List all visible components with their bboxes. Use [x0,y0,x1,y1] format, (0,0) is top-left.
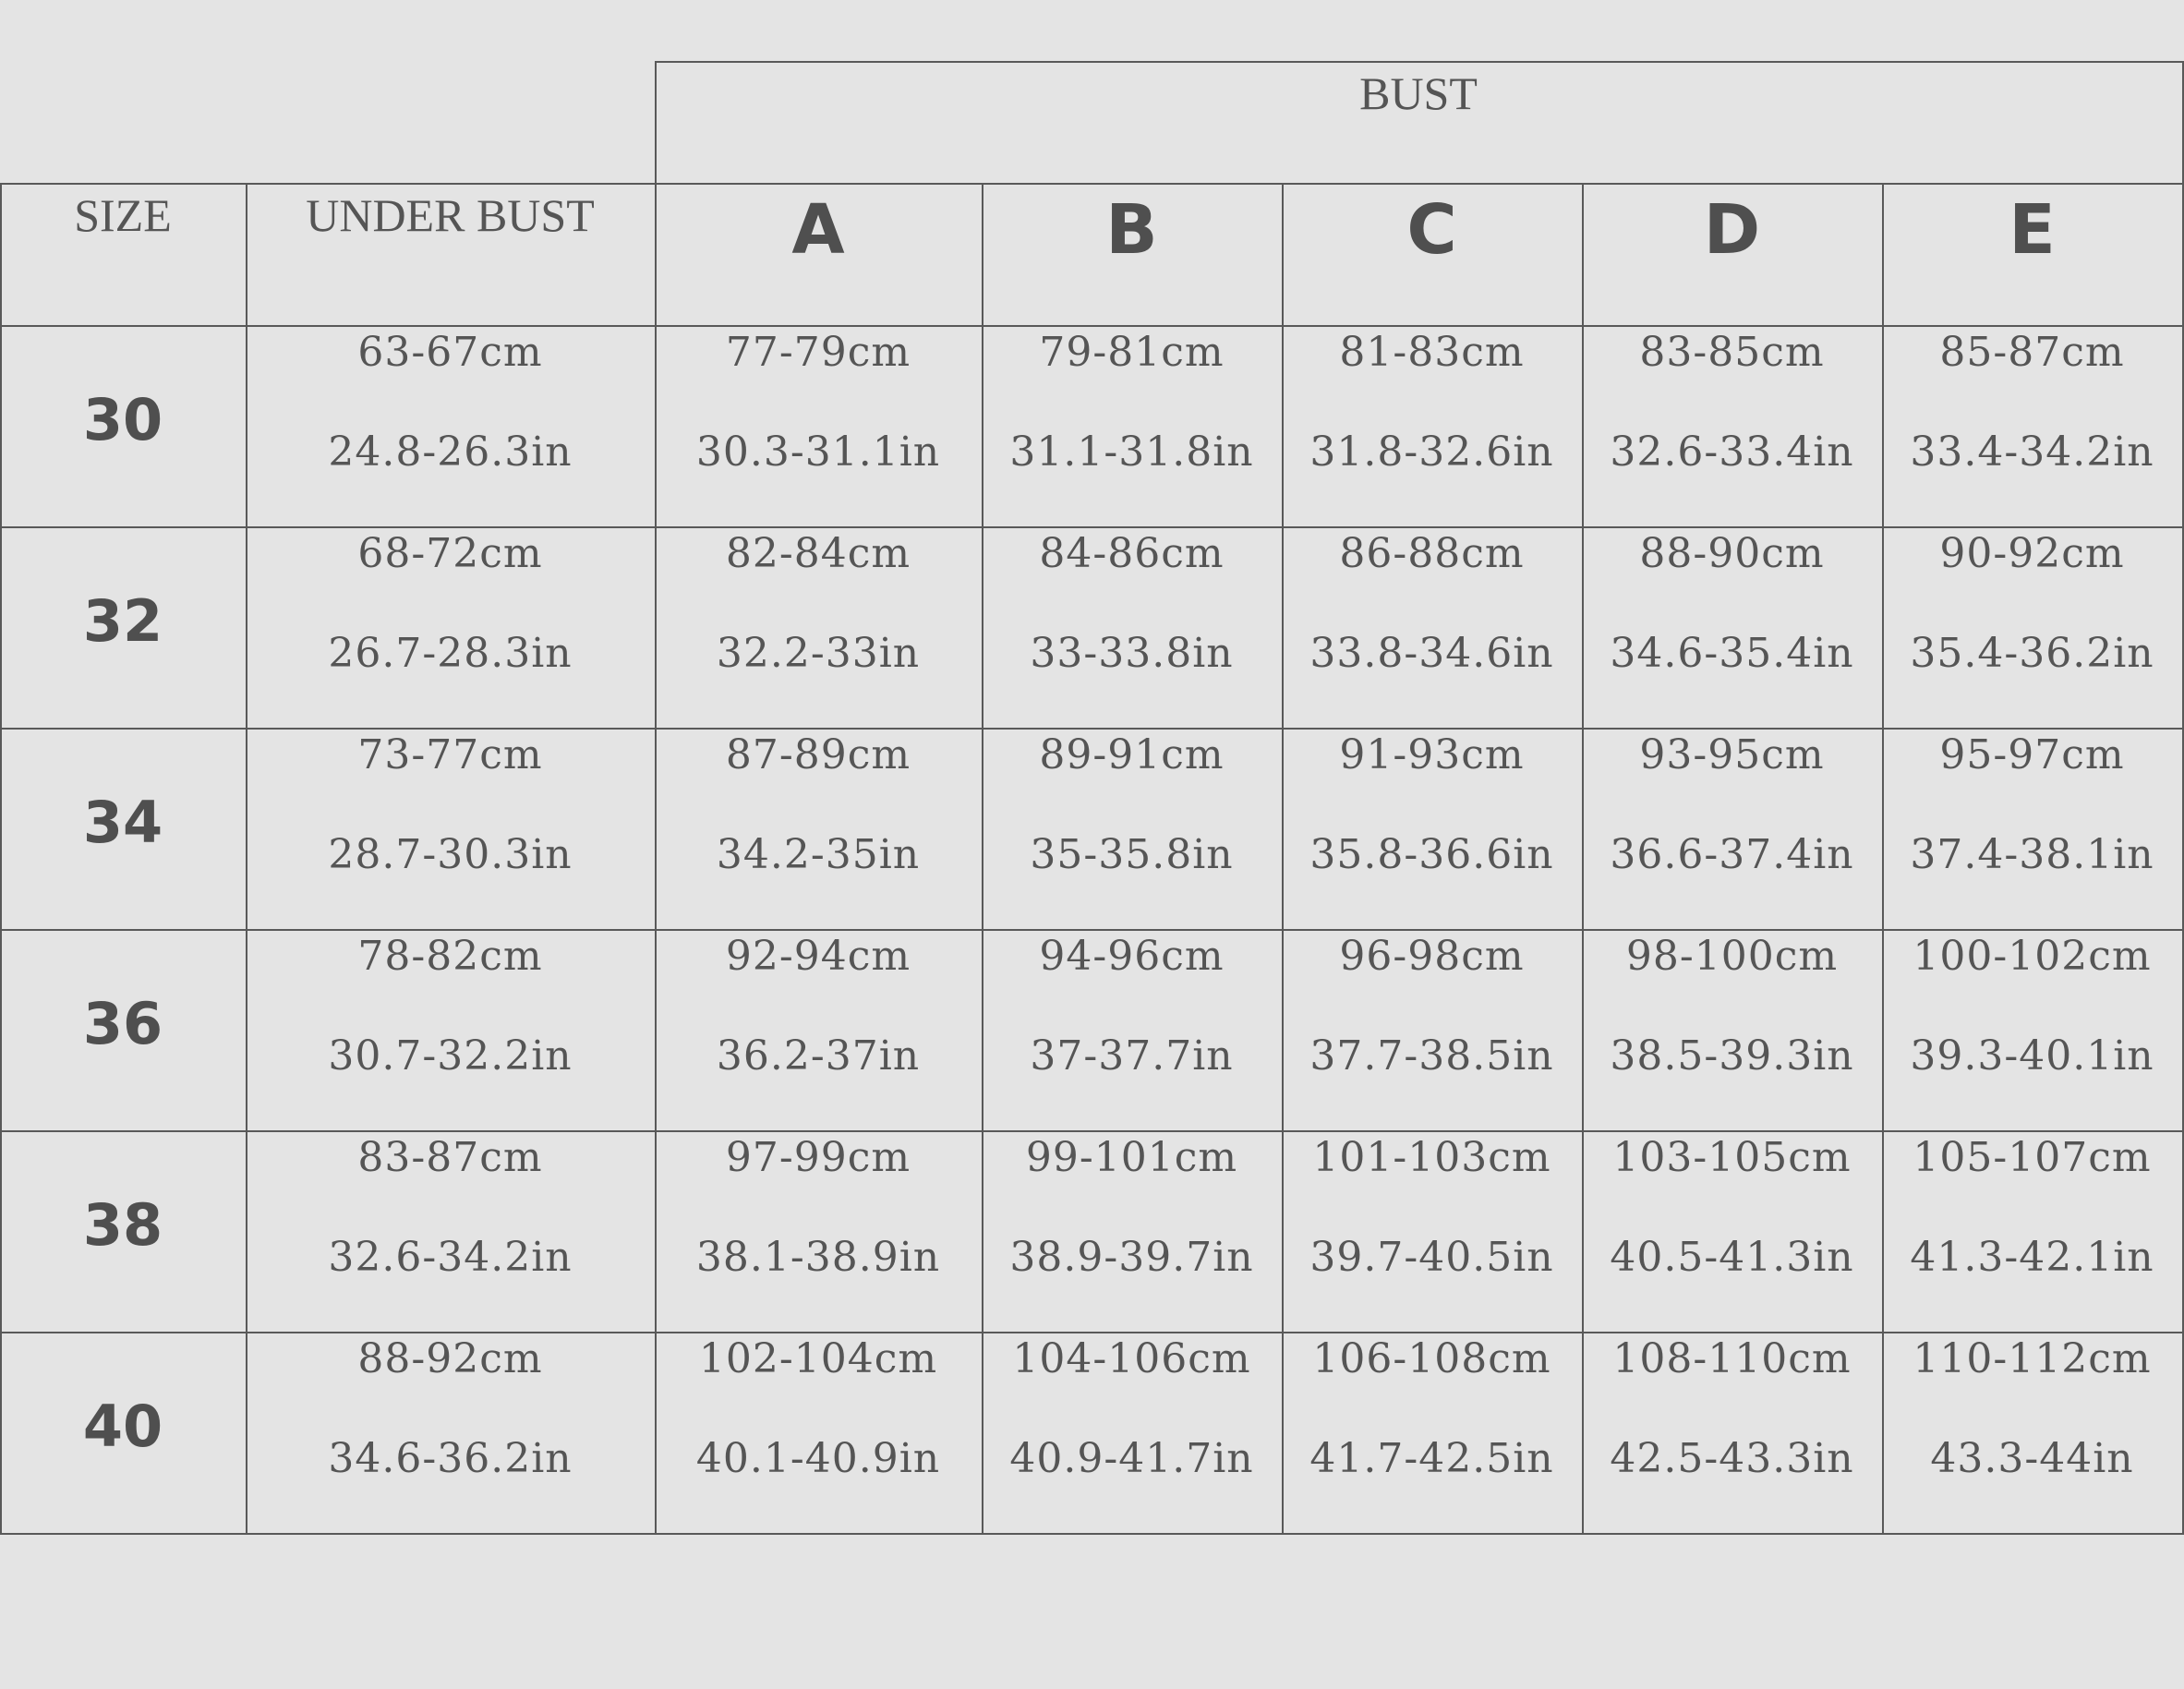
bust-c-cm: 106-108cm [1312,1335,1551,1382]
bust-b-cm: 99-101cm [1025,1134,1238,1181]
row-divider [0,526,2184,528]
bust-d-cm: 88-90cm [1639,530,1825,577]
bust-d-in: 38.5-39.3in [1610,1032,1854,1080]
header-top-border [0,183,2184,185]
bust-a-cm: 87-89cm [725,731,911,778]
bust-b-in: 38.9-39.7in [1009,1234,1254,1281]
row-divider [0,1332,2184,1333]
under-bust-cm: 73-77cm [357,731,543,778]
bust-e-cm: 90-92cm [1939,530,2125,577]
row-divider [0,728,2184,730]
bust-e-in: 41.3-42.1in [1910,1234,2154,1281]
bust-a-cm: 92-94cm [725,933,911,980]
bust-a-in: 36.2-37in [716,1032,921,1080]
bust-e-in: 37.4-38.1in [1910,831,2154,878]
bust-a-in: 30.3-31.1in [695,428,941,476]
bust-a-cm: 82-84cm [725,530,911,577]
bust-e-in: 39.3-40.1in [1910,1032,2154,1080]
bust-b-cm: 89-91cm [1039,731,1225,778]
bust-a-cm: 102-104cm [698,1335,938,1382]
bust-c-cm: 86-88cm [1339,530,1525,577]
under-bust-in: 28.7-30.3in [328,831,573,878]
under-bust-in: 34.6-36.2in [328,1435,573,1482]
bust-b-cm: 104-106cm [1012,1335,1251,1382]
bust-d-in: 34.6-35.4in [1610,630,1854,677]
under-bust-in: 30.7-32.2in [328,1032,573,1080]
band-size-30: 30 [82,386,163,453]
bust-e-cm: 95-97cm [1939,731,2125,778]
bust-b-in: 33-33.8in [1030,630,1234,677]
column-divider [655,61,657,1535]
size-heading: SIZE [74,189,172,241]
bust-c-in: 35.8-36.6in [1309,831,1554,878]
bust-e-cm: 105-107cm [1913,1134,2152,1181]
column-divider [0,183,2,1535]
under-bust-cm: 68-72cm [357,530,543,577]
cup-heading-c: C [1406,190,1457,270]
bust-a-in: 38.1-38.9in [695,1234,941,1281]
bust-d-in: 40.5-41.3in [1610,1234,1854,1281]
row-divider [0,1130,2184,1132]
band-size-34: 34 [82,789,163,856]
under-bust-cm: 83-87cm [357,1134,543,1181]
under-bust-in: 24.8-26.3in [328,428,573,476]
band-size-38: 38 [82,1191,163,1259]
bust-b-in: 35-35.8in [1030,831,1234,878]
bust-c-cm: 81-83cm [1339,329,1525,376]
bust-d-in: 32.6-33.4in [1610,428,1854,476]
bust-a-cm: 97-99cm [725,1134,911,1181]
bust-e-cm: 100-102cm [1913,933,2152,980]
under-bust-heading: UNDER BUST [306,189,595,241]
under-bust-in: 26.7-28.3in [328,630,573,677]
cup-heading-b: B [1105,190,1158,270]
bust-c-in: 41.7-42.5in [1309,1435,1554,1482]
bust-c-in: 31.8-32.6in [1309,428,1554,476]
bust-e-in: 43.3-44in [1930,1435,2134,1482]
bust-b-cm: 79-81cm [1039,329,1225,376]
cup-heading-d: D [1703,190,1761,270]
bust-e-in: 33.4-34.2in [1910,428,2154,476]
bust-c-in: 33.8-34.6in [1309,630,1554,677]
bust-e-in: 35.4-36.2in [1910,630,2154,677]
bust-e-cm: 85-87cm [1939,329,2125,376]
bust-b-in: 40.9-41.7in [1009,1435,1254,1482]
table-bottom-border [0,1533,2184,1535]
band-size-36: 36 [82,990,163,1057]
bust-d-in: 42.5-43.3in [1610,1435,1854,1482]
bust-b-in: 31.1-31.8in [1009,428,1254,476]
under-bust-cm: 88-92cm [357,1335,543,1382]
bust-b-cm: 94-96cm [1039,933,1225,980]
under-bust-cm: 78-82cm [357,933,543,980]
bust-d-in: 36.6-37.4in [1610,831,1854,878]
cup-heading-e: E [2009,190,2056,270]
band-size-40: 40 [82,1393,163,1460]
cup-heading-a: A [791,190,845,270]
row-divider [0,325,2184,327]
bust-d-cm: 103-105cm [1612,1134,1852,1181]
bust-a-in: 40.1-40.9in [695,1435,941,1482]
bust-a-cm: 77-79cm [725,329,911,376]
bust-c-cm: 91-93cm [1339,731,1525,778]
bust-c-in: 37.7-38.5in [1309,1032,1554,1080]
row-divider [0,929,2184,931]
bust-d-cm: 98-100cm [1625,933,1839,980]
band-size-32: 32 [82,587,163,655]
bust-e-cm: 110-112cm [1913,1335,2152,1382]
bust-c-in: 39.7-40.5in [1309,1234,1554,1281]
bust-heading: BUST [1359,67,1478,119]
bust-c-cm: 101-103cm [1312,1134,1551,1181]
bust-c-cm: 96-98cm [1339,933,1525,980]
under-bust-in: 32.6-34.2in [328,1234,573,1281]
bust-b-in: 37-37.7in [1030,1032,1234,1080]
bust-d-cm: 83-85cm [1639,329,1825,376]
under-bust-cm: 63-67cm [357,329,543,376]
bust-b-cm: 84-86cm [1039,530,1225,577]
bust-top-border [655,61,2184,63]
bust-a-in: 34.2-35in [716,831,921,878]
bust-d-cm: 108-110cm [1612,1335,1852,1382]
bust-a-in: 32.2-33in [716,630,921,677]
bust-d-cm: 93-95cm [1639,731,1825,778]
